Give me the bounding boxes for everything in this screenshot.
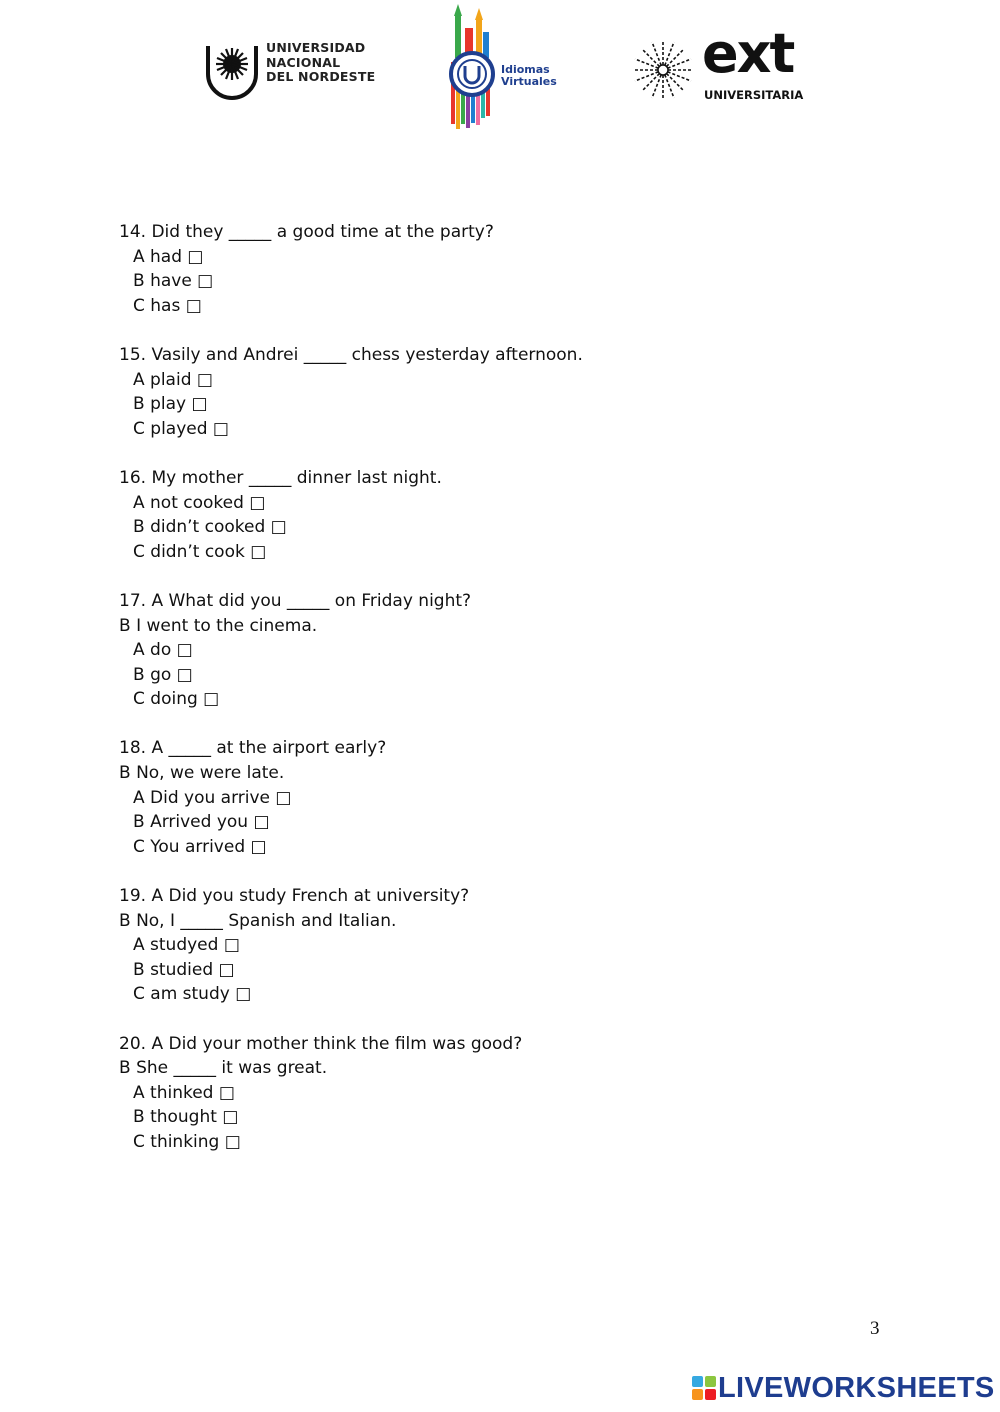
ext-universitaria-logo — [630, 22, 810, 102]
answer-option[interactable]: B have □ — [133, 271, 214, 292]
idiomas-line-2: Virtuales — [501, 75, 557, 88]
idiomas-line-1: Idiomas — [501, 63, 550, 76]
question-response-line: B No, we were late. — [119, 763, 285, 784]
answer-option[interactable]: C didn’t cook □ — [133, 541, 267, 562]
answer-option[interactable]: B studied □ — [133, 959, 235, 980]
question-14 — [119, 220, 819, 318]
question-prompt: 19. A Did you study French at university? — [119, 886, 470, 907]
answer-option[interactable]: B thought □ — [133, 1107, 239, 1128]
answer-option[interactable]: A plaid □ — [133, 369, 213, 390]
question-prompt: 15. Vasily and Andrei _____ chess yesterday afternoon. — [119, 344, 583, 365]
answer-option[interactable]: A studyed □ — [133, 935, 240, 956]
answer-option[interactable]: C has □ — [133, 295, 202, 316]
question-prompt: 16. My mother _____ dinner last night. — [119, 467, 442, 488]
unne-line-3: DEL NORDESTE — [266, 69, 376, 84]
ext-starburst-icon — [630, 38, 696, 102]
answer-option[interactable]: C thinking □ — [133, 1131, 241, 1152]
answer-option[interactable]: C played □ — [133, 418, 229, 439]
question-response-line: B I went to the cinema. — [119, 615, 318, 636]
ext-wordmark: ext — [702, 22, 794, 85]
answer-option[interactable]: B didn’t cooked □ — [133, 517, 287, 538]
answer-option[interactable]: A do □ — [133, 640, 193, 661]
answer-option[interactable]: C You arrived □ — [133, 836, 267, 857]
universitaria-wordmark: UNIVERSITARIA — [704, 88, 804, 102]
unne-emblem-icon — [204, 38, 262, 102]
answer-option[interactable]: C am study □ — [133, 984, 252, 1005]
unne-logo — [204, 38, 384, 102]
unne-line-1: UNIVERSIDAD — [266, 40, 366, 55]
question-response-line: B She _____ it was great. — [119, 1058, 328, 1079]
question-prompt: 18. A _____ at the airport early? — [119, 738, 387, 759]
answer-option[interactable]: A Did you arrive □ — [133, 787, 292, 808]
question-response-line: B No, I _____ Spanish and Italian. — [119, 910, 397, 931]
question-prompt: 20. A Did your mother think the film was good? — [119, 1033, 523, 1054]
answer-option[interactable]: A had □ — [133, 246, 204, 267]
idiomas-wordmark — [501, 64, 557, 88]
question-17 — [119, 589, 819, 712]
question-15 — [119, 343, 819, 441]
unne-wordmark — [266, 41, 375, 85]
question-list — [119, 220, 819, 1179]
unne-line-2: NACIONAL — [266, 54, 341, 70]
answer-option[interactable]: A not cooked □ — [133, 492, 266, 513]
question-prompt: 17. A What did you _____ on Friday night? — [119, 590, 472, 611]
page-number: 3 — [870, 1318, 880, 1339]
question-19 — [119, 884, 819, 1007]
idiomas-virtuales-logo — [443, 2, 573, 132]
question-20 — [119, 1032, 819, 1155]
liveworksheets-wordmark: LIVEWORKSHEETS — [718, 1372, 995, 1404]
liveworksheets-grid-icon — [692, 1376, 716, 1400]
answer-option[interactable]: C doing □ — [133, 689, 220, 710]
question-18 — [119, 736, 819, 859]
idiomas-virtuales-emblem-icon — [443, 2, 503, 130]
question-16 — [119, 466, 819, 564]
answer-option[interactable]: A thinked □ — [133, 1082, 235, 1103]
answer-option[interactable]: B Arrived you □ — [133, 812, 270, 833]
answer-option[interactable]: B play □ — [133, 394, 208, 415]
question-prompt: 14. Did they _____ a good time at the party? — [119, 222, 494, 242]
answer-option[interactable]: B go □ — [133, 664, 193, 685]
